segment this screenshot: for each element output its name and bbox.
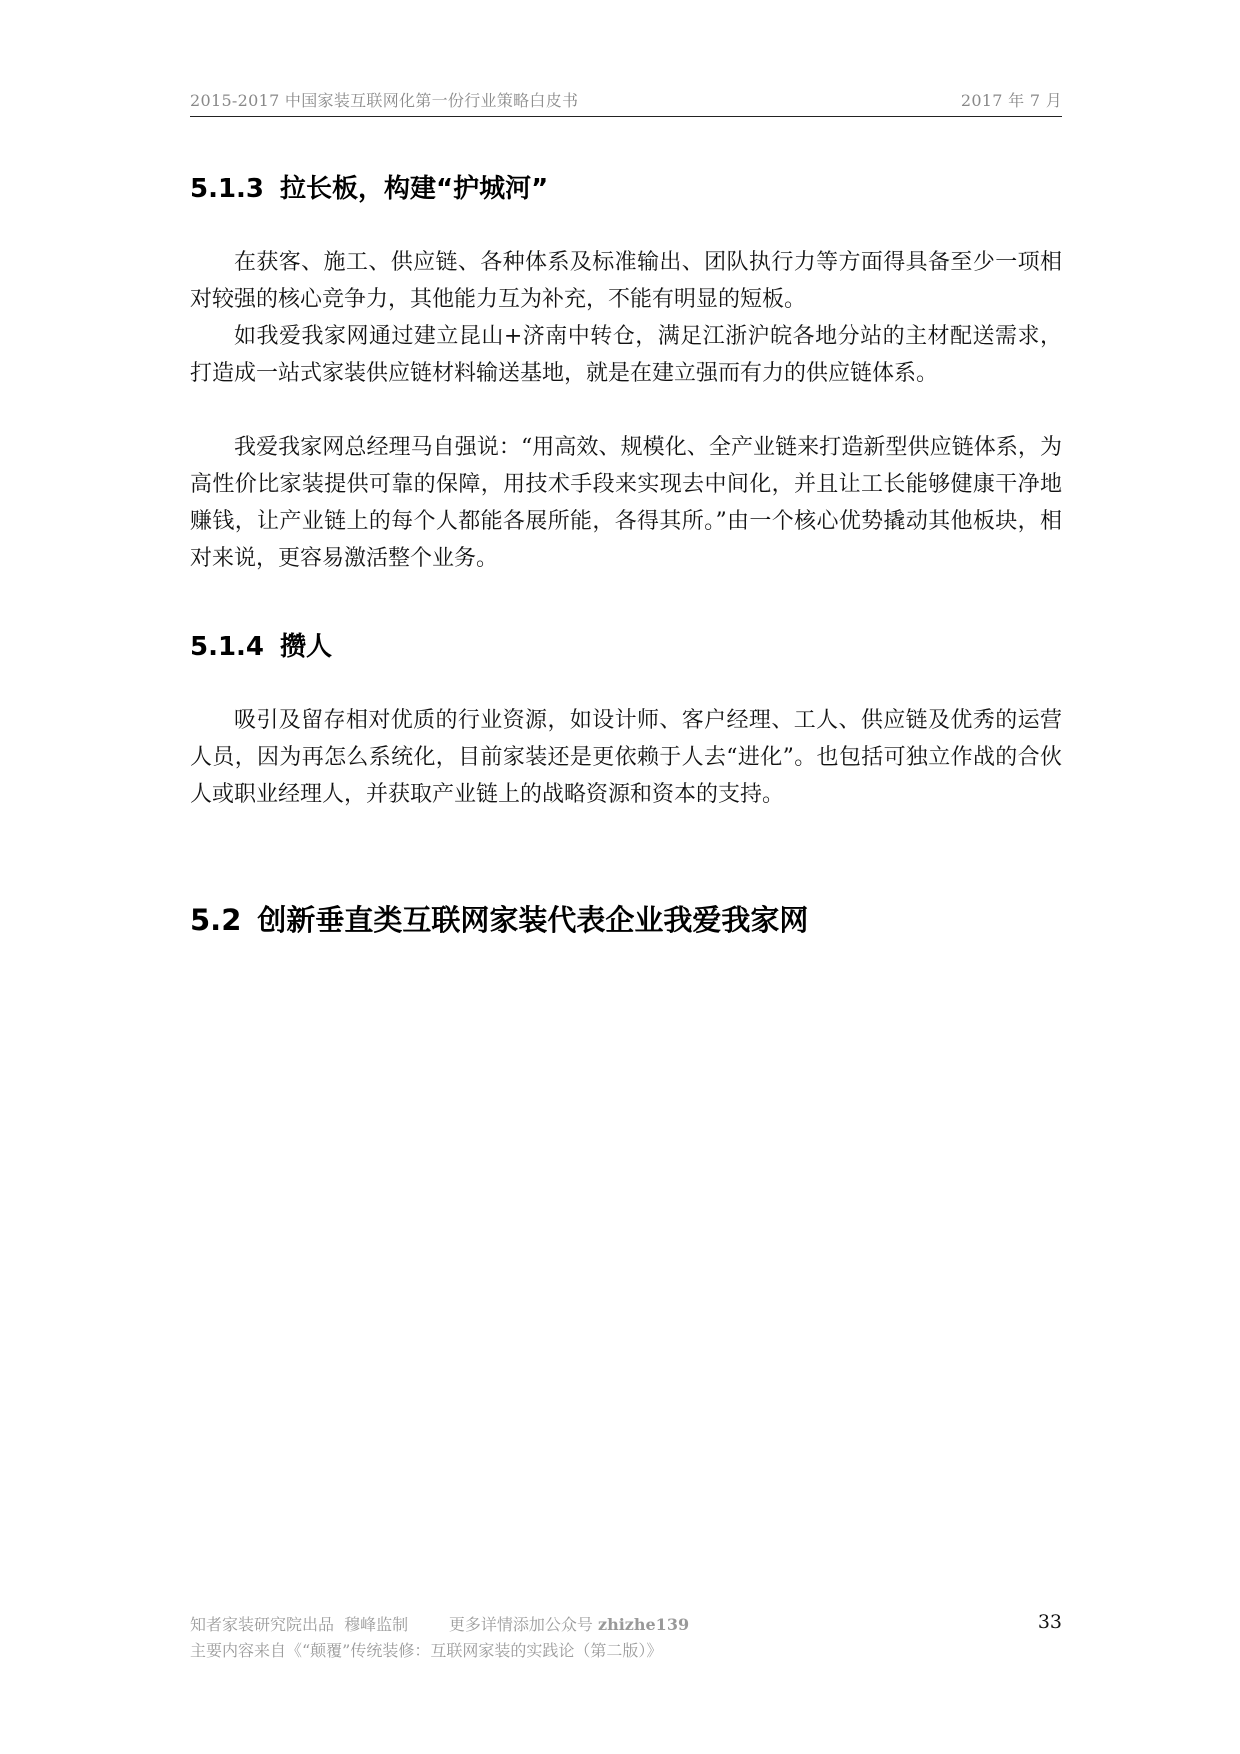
paragraph: 如我爱我家网通过建立昆山+济南中转仓，满足江浙沪皖各地分站的主材配送需求，打造成一站式家装供应链材料输送基地，就是在建立强而有力的供应链体系。 [190, 324, 1062, 386]
paragraph: 我爱我家网总经理马自强说：“用高效、规模化、全产业链来打造新型供应链体系，为高性价比家装提供可靠的保障，用技术手段来实现去中间化，并且让工长能够健康干净地赚钱，让产业链上的每个人都能各展所能，各得其所。”由一个核心优势撬动其他板块，相对来说，更容易激活整个业务。 [190, 435, 1062, 571]
footer-credits [190, 1612, 689, 1635]
header-date: 2017 年 7 月 [960, 91, 1062, 110]
page-header [190, 86, 1062, 117]
section-heading-5-2 [190, 898, 808, 939]
section-title: 拉长板，构建“护城河” [280, 174, 549, 204]
section-heading-5-1-4 [190, 626, 332, 663]
section-heading-5-1-3 [190, 168, 548, 205]
section-number: 5.2 [190, 903, 242, 937]
section-number: 5.1.4 [190, 632, 265, 662]
paragraph: 在获客、施工、供应链、各种体系及标准输出、团队执行力等方面得具备至少一项相对较强的核心竞争力，其他能力互为补充，不能有明显的短板。 [190, 250, 1062, 312]
page-number: 33 [1037, 1611, 1062, 1633]
footer-more-info: 更多详情添加公众号 [448, 1615, 593, 1634]
footer-account: zhizhe139 [597, 1615, 690, 1634]
section-title: 攒人 [280, 632, 333, 662]
section-title: 创新垂直类互联网家装代表企业我爱我家网 [257, 903, 809, 937]
header-title: 2015-2017 中国家装互联网化第一份行业策略白皮书 [190, 91, 579, 110]
section-number: 5.1.3 [190, 174, 265, 204]
footer-source: 主要内容来自《“颠覆”传统装修：互联网家装的实践论（第二版）》 [190, 1641, 663, 1660]
paragraph: 吸引及留存相对优质的行业资源，如设计师、客户经理、工人、供应链及优秀的运营人员，因为再怎么系统化，目前家装还是更依赖于人去“进化”。也包括可独立作战的合伙人或职业经理人，并获取产业链上的战略资源和资本的支持。 [190, 708, 1062, 807]
footer-producer: 知者家装研究院出品 穆峰监制 [190, 1615, 409, 1634]
